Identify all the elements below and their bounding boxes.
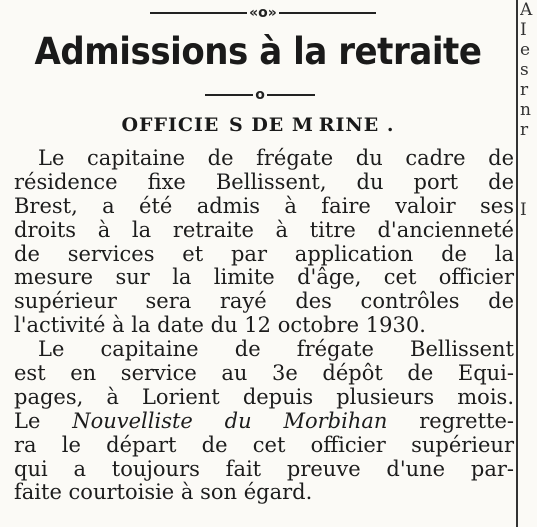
ornament-line-left <box>205 94 253 96</box>
ornament-line-right <box>267 94 315 96</box>
fragment-letter: n <box>520 100 531 120</box>
fragment-letter <box>520 360 537 380</box>
fragment-letter: A <box>520 0 533 20</box>
text-line: supérieur sera rayé des contrôles de <box>14 289 514 314</box>
fragment-letter <box>520 420 537 440</box>
text-line: Le capitaine de frégate Bellissent <box>38 337 514 362</box>
fragment-letter <box>520 240 537 260</box>
text-line: mesure sur la limite d'âge, cet officier <box>14 265 514 290</box>
text-line <box>14 410 514 434</box>
text-line: Brest, a été admis à faire valoir ses <box>14 193 514 218</box>
text-line: de services et par application de la <box>14 241 514 266</box>
top-ornament-rule <box>138 6 388 20</box>
fragment-letter <box>520 300 537 320</box>
fragment-letter <box>520 320 537 340</box>
fragment-letter <box>520 400 537 420</box>
text-line: ra le départ de cet officier supérieur <box>14 432 514 457</box>
middle-ornament-rule <box>200 88 320 102</box>
text-line: résidence fixe Bellissent, du port de <box>14 169 514 194</box>
text-line: droits à la retraite à titre d'ancienneté <box>14 217 514 242</box>
fragment-letter <box>520 220 537 240</box>
ornament-line-right <box>279 12 376 14</box>
fragment-letter <box>520 280 537 300</box>
article-body <box>14 147 514 505</box>
fragment-letter <box>520 380 537 400</box>
fragment-letter: r <box>520 120 529 140</box>
text-line: l'activité à la date du 12 octobre 1930. <box>14 313 426 338</box>
ornament-mark: o <box>255 87 265 103</box>
fragment-letter: I <box>520 20 527 40</box>
fragment-letter <box>520 160 537 180</box>
fragment-letter: I <box>520 200 527 220</box>
fragment-letter: s <box>520 60 529 80</box>
text-line: est en service au 3e dépôt de Equi- <box>14 361 514 386</box>
text-line: pages, à Lorient depuis plusieurs mois. <box>14 384 514 409</box>
newspaper-title: Nouvelliste du Morbihan <box>72 408 388 433</box>
ornament-mark: «o» <box>249 5 277 21</box>
fragment-letter <box>520 260 537 280</box>
fragment-letter <box>520 340 537 360</box>
column-rule <box>516 0 518 527</box>
text-segment: regrette- <box>387 408 514 433</box>
text-line: Le capitaine de frégate du cadre de <box>38 146 514 170</box>
text-segment: Le <box>14 408 73 433</box>
section-heading: OFFICIE S DE M RINE . <box>121 114 395 136</box>
article-headline: Admissions à la retraite <box>34 30 482 73</box>
text-line: faite courtoisie à son égard. <box>14 480 313 505</box>
adjacent-column-fragment <box>520 0 537 527</box>
fragment-letter: r <box>520 80 529 100</box>
fragment-letter <box>520 140 537 160</box>
text-line: qui a toujours fait preuve d'une par- <box>14 456 514 481</box>
fragment-letter: e <box>520 40 531 60</box>
fragment-letter <box>520 180 537 200</box>
ornament-line-left <box>150 12 247 14</box>
